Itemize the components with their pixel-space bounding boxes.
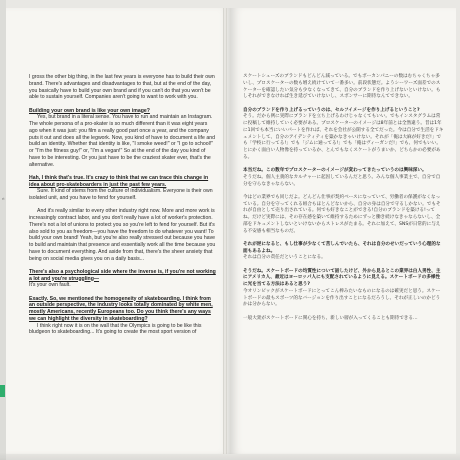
paragraph-text: 自分のブランドを作り上げるっていうのは、セルフイメージを作り上げるということ? — [243, 107, 420, 113]
interview-answer — [29, 188, 217, 202]
paragraph-text: そう。だから例に実際にブランドを立ち上げるわけじゃなくてもいい。でもインスタグラムは常に投稿して維持していく必要がある。プロスケーターのイメージは8年前とは全然違う。昔は1年に1回でも本当にいいパートを作れば、それを会社が公開する全てだった。今は自分で生活をドキュメントして、自分のアイデンティティを築かなきゃいけない。それが「俺は大麻が好きだ!」でも「学校に行ってる!」でも「ジムに通ってる!」でも「俺はヴィーガンだ!」でも、何でもいい。とにかく面白い人物像を持っているか、とんでもなくスケートがうまいか、どちらかの必要がある。 — [243, 114, 444, 160]
paragraph-text: スケートシューズのブランドもどんどん減っている。でもポーカンパニーの数はむちゃくちゃ多いし、プロスケーターの数も増え続けていて一番多い。前段状態だ。ようシーワーズ面差でのスケーターを確認したい気分も少なくなってきて、自分のブランドを作り上げないといけない。もしそれができなければ生き延びていけないし、スポンサーに期待なんてできない。 — [243, 74, 441, 100]
paragraph-text: 本当だね。この数年でプロスケーターのイメージが変わってきたっていうのは興味深い。 — [243, 168, 427, 173]
interview-answer — [243, 289, 444, 309]
interview-question — [29, 108, 217, 115]
interview-answer — [243, 114, 444, 161]
interview-answer — [243, 195, 444, 236]
interview-answer — [243, 316, 444, 323]
interview-answer — [29, 114, 217, 168]
paragraph-text: Sure. It kind of stems from the culture of individualism. Everyone is their own isolated unit, and you have to fend for yourself. — [29, 188, 213, 201]
interview-question — [29, 175, 217, 189]
right-page — [231, 8, 456, 454]
paragraph-text: There's also a psychological side where the inverse is, if you're not working a lot and you're struggling— — [29, 268, 216, 282]
left-page — [6, 8, 231, 454]
paragraph-text: それが逆になると、もし仕事が少なくて苦しんでいたら、それは自分のせいだっていう心理的な面もあるよね。 — [243, 241, 441, 254]
paragraph-text: Building your own brand is like your own image? — [29, 107, 150, 114]
interview-question — [29, 296, 217, 323]
paragraph-text: And it's really similar to every other industry right now. More and more work is increasingly contract labor, and you don't really have a lot of worker's protection. There's not a lot of unions to protect you so you're left to fend for yourself. But it's also sold to you as freedom—you have the freedom to do whatever you want! To build your own brand! Yeah, but you're also really stressed out because you have to build and maintain that presence and essentially work all the time because you have to document everything. And aside from that, there's the sheer anxiety that being on social media gives you on a daily basis... — [29, 208, 216, 262]
paragraph-text: It's your own fault. — [29, 282, 71, 289]
interview-answer — [243, 175, 444, 189]
paragraph-text: そうだね。個人主義的なカルチャーに起因しているんだと思う。みんな個人事業主で、自分で自分を守らなきゃならない。 — [243, 174, 441, 187]
interview-question — [243, 269, 444, 289]
interview-answer — [29, 282, 217, 289]
paragraph-text: I think right now it is on the wall that the Olympics is going to be like this bludgeon to skateboarding... It's going to create the most sport version of — [29, 322, 202, 336]
paragraph-text: 今オリンピックがスケートボードにとってこん棒みたいなものになるのは確実だと思う。スケートボードの最もスポーツ的なバージョンを作り出すことになるだろうし、それが正しいのかどうかは分からない。 — [243, 288, 441, 308]
paragraph-text: Hah, I think that's true. It's crazy to think that we can trace this change in idea about pro-skateboarders in just the past few years. — [29, 174, 209, 188]
interview-answer — [243, 74, 444, 101]
paragraph-text: それは自分の責任だということになる。 — [243, 255, 326, 261]
book-gutter — [223, 8, 227, 454]
left-page-folio: rt — [2, 196, 5, 201]
interview-answer — [29, 208, 217, 262]
paragraph-text: I gross the other big thing, in the last few years is everyone has to build their own brand. There's advantages and disadvantages to that, but at the end of the day, you basically have to build your own brand and if you can't do that you won't be able to sustain yourself. Companies aren't going to want to work with you. — [29, 74, 215, 101]
paragraph-text: Yes, but brand in a literal sense. You have to run and maintain an Instagram. The whole persona of a pro-skater is so much different than it was eight years ago when it was just: you film a really good part once a year, and the company puts it out and does all the legwork. Now, you kind of have to document a life and build an identity. Whether that identity is like, "I smoke weed!" or "I go to school!" or "I'm the fitness guy!" or, "I'm a vegan!" So at the end of the day you kind of have to be interesting. Or you just have to be the craziest skater ever, that's the alternative. — [29, 114, 215, 168]
paragraph-text: Exactly. So, we mentioned the homogeneity of skateboarding. I think from an outside perspective, the industry looks totally dominated by white men, mostly Americans, recently Europeans too. Do you think there's any ways we can highlight the diversity in skateboarding? — [29, 295, 213, 322]
paragraph-text: 一般大衆がスケートボードに関心を持ち、新しい層が入ってくることも期待できる… — [243, 315, 418, 321]
interview-question — [243, 242, 444, 256]
interview-answer — [243, 255, 444, 262]
bottom-shadow — [0, 452, 460, 460]
interview-answer — [29, 74, 217, 101]
paragraph-text: そうだね。スケートボードの均質性について話したけど、外から見るとこの業界は白人男性、主にアメリカ人、最近はヨーロッパ人にも支配されているように見える。スケートボードの多様性に光を当てる方法はあると思う? — [243, 268, 441, 287]
interview-answer — [29, 323, 217, 337]
magazine-spread — [6, 8, 456, 454]
interview-question — [29, 269, 217, 283]
paragraph-text: 今はどの業界でも同じだよ。どんどん仕事が契約ベースになっていて、労働者の保護がなくなっている。自分を守ってくれる組合もほとんどないから、自分の身は自分で守るしかない。でもそれが自由として売り出されている。何でも好きなことができる!自分のブランドを築ける!ってね。だけど実際には、その存在感を築いて維持するためにずっと働き続けなきゃならないし、全部をドキュメントしないといけないからストレスがたまる。それに加えて、SNSが日常的に与える不安感も相当なものだ。 — [243, 194, 441, 234]
interview-question — [243, 168, 444, 175]
green-bookmark-tab — [0, 385, 5, 397]
